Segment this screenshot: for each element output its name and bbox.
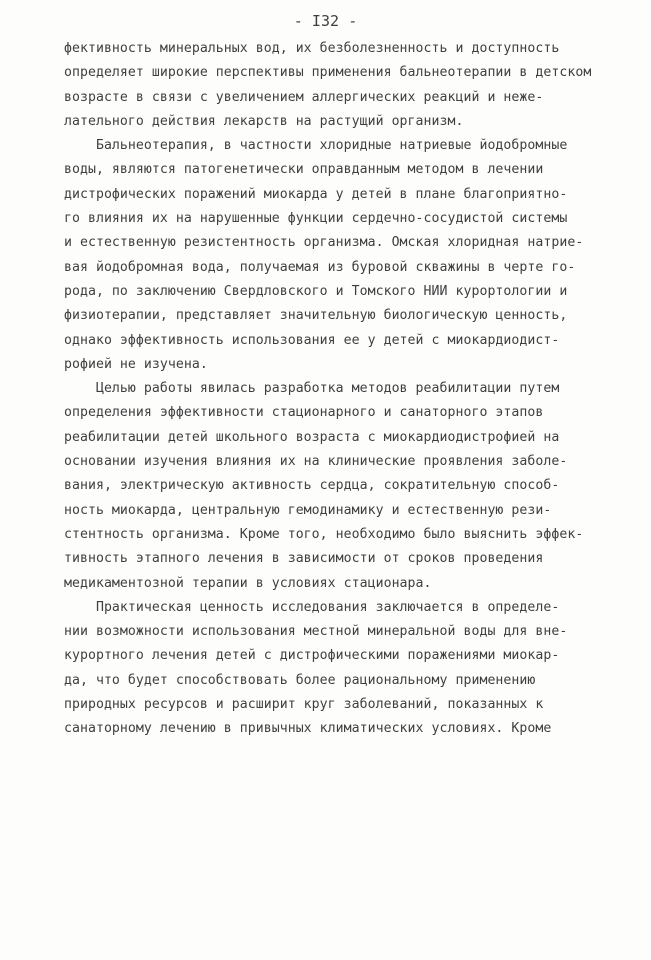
text-line: го влияния их на нарушенные функции сердечно-сосудистой системы bbox=[64, 211, 568, 227]
text-line: ность миокарда, центральную гемодинамику и естественную рези- bbox=[64, 502, 552, 518]
page-number: - I32 - bbox=[293, 12, 358, 30]
text-line: реабилитации детей школьного возраста с миокардиодистрофией на bbox=[64, 429, 560, 445]
text-line: возрасте в связи с увеличением аллергических реакций и неже- bbox=[64, 89, 544, 105]
text-line: определяет широкие перспективы применения бальнеотерапии в детском bbox=[64, 65, 592, 81]
text-line: Бальнеотерапия, в частности хлоридные натриевые йодобромные bbox=[64, 138, 568, 154]
text-line: лательного действия лекарств на растущий организм. bbox=[64, 113, 464, 129]
text-line: вая йодобромная вода, получаемая из буровой скважины в черте го- bbox=[64, 259, 576, 275]
text-line: вания, электрическую активность сердца, сократительную способ- bbox=[64, 478, 560, 494]
text-line: да, что будет способствовать более рациональному применению bbox=[64, 672, 536, 688]
paragraph-3 bbox=[64, 377, 604, 596]
text-line: курортного лечения детей с дистрофическими поражениями миокар- bbox=[64, 648, 560, 664]
text-line: тивность этапного лечения в зависимости от сроков проведения bbox=[64, 551, 544, 567]
text-line: основании изучения влияния их на клинические проявления заболе- bbox=[64, 454, 568, 470]
text-line: рофией не изучена. bbox=[64, 356, 208, 372]
text-line: воды, являются патогенетически оправданным методом в лечении bbox=[64, 162, 544, 178]
text-line: санаторному лечению в привычных климатических условиях. Кроме bbox=[64, 721, 552, 737]
body-text bbox=[64, 37, 604, 742]
text-line: физиотерапии, представляет значительную биологическую ценность, bbox=[64, 308, 568, 324]
paragraph-1 bbox=[64, 37, 604, 134]
text-line: нии возможности использования местной минеральной воды для вне- bbox=[64, 624, 568, 640]
text-line: Целью работы явилась разработка методов реабилитации путем bbox=[64, 381, 560, 397]
text-line: стентность организма. Кроме того, необходимо было выяснить эффек- bbox=[64, 526, 584, 542]
text-line: рода, по заключению Свердловского и Томского НИИ курортологии и bbox=[64, 283, 568, 299]
text-line: медикаментозной терапии в условиях стационара. bbox=[64, 575, 432, 591]
text-line: дистрофических поражений миокарда у детей в плане благоприятно- bbox=[64, 186, 568, 202]
text-line: определения эффективности стационарного и санаторного этапов bbox=[64, 405, 544, 421]
text-line: однако эффективность использования ее у детей с миокардиодист- bbox=[64, 332, 560, 348]
text-line: и естественную резистентность организма. Омская хлоридная натрие- bbox=[64, 235, 584, 251]
text-line: природных ресурсов и расширит круг заболеваний, показанных к bbox=[64, 697, 544, 713]
text-line: фективность минеральных вод, их безболезненность и доступность bbox=[64, 41, 560, 56]
paragraph-2 bbox=[64, 134, 604, 377]
paragraph-4 bbox=[64, 596, 604, 742]
text-line: Практическая ценность исследования заключается в определе- bbox=[64, 599, 560, 615]
